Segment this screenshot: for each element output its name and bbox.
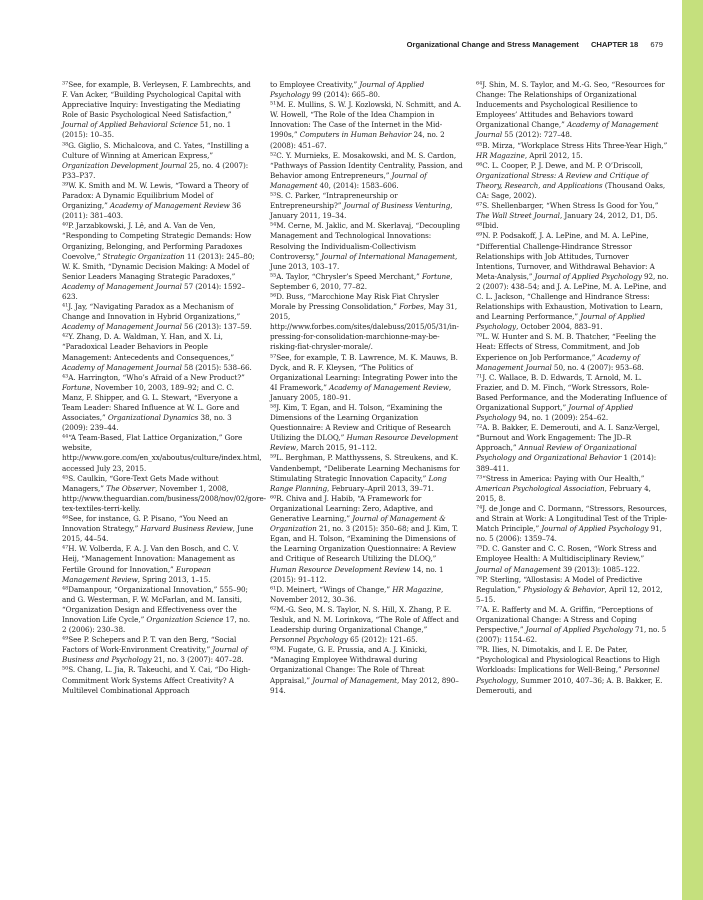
reference-entry bbox=[62, 181, 255, 221]
reference-source-title: Journal of Business Venturing bbox=[343, 201, 451, 211]
reference-entry bbox=[62, 433, 262, 473]
reference-text: , June 2013, 103–17. bbox=[270, 251, 458, 271]
reference-source-title: Journal of Applied Psychology bbox=[534, 271, 642, 281]
reference-source-title: Journal of International Management bbox=[321, 251, 455, 261]
reference-source-title: The Wall Street Journal bbox=[476, 211, 560, 221]
reference-number: 37 bbox=[62, 80, 69, 87]
reference-text: A. B. Bakker, E. Demerouti, and A. I. Sanz-Vergel, “Burnout and Work Engagement: The JD–R Approach,” bbox=[476, 423, 660, 453]
reference-number: 70 bbox=[476, 332, 483, 339]
reference-text: 71, no. 5 (2007): 1154–62. bbox=[476, 625, 667, 645]
references-column-2 bbox=[270, 80, 463, 696]
reference-source-title: Academy of Management Journal bbox=[62, 362, 182, 372]
reference-number: 39 bbox=[62, 181, 69, 188]
reference-text: 24, no. 2 (2008): 451–67. bbox=[270, 130, 445, 150]
reference-text: 94, no. 1 (2009): 254–62. bbox=[516, 413, 609, 423]
reference-text: 1 (2014): 389–411. bbox=[476, 453, 657, 473]
reference-text: D. C. Ganster and C. C. Rosen, “Work Stress and Employee Health: A Multidisciplinary Review,” bbox=[476, 544, 657, 564]
reference-source-title: Organizational Dynamics bbox=[107, 413, 199, 423]
reference-source-title: Academy of Management Journal bbox=[476, 352, 640, 372]
reference-source-title: Fortune bbox=[62, 382, 91, 392]
page-number: 679 bbox=[650, 40, 663, 49]
reference-source-title: Journal of Management bbox=[312, 675, 398, 685]
reference-text: , March 2015, 91–112. bbox=[296, 443, 378, 453]
reference-number: 53 bbox=[270, 191, 277, 198]
reference-entry bbox=[476, 231, 669, 332]
reference-entry bbox=[62, 473, 267, 514]
reference-entry bbox=[270, 191, 463, 221]
reference-source-title: Journal of Applied Psychology bbox=[476, 403, 634, 423]
reference-text: H. W. Volberda, F. A. J. Van den Bosch, and C. V. Heij, “Management Innovation: Management as Fertile Ground for Innovation,” bbox=[62, 544, 239, 574]
reference-entry bbox=[476, 201, 669, 221]
reference-text: See, for example, B. Verleysen, F. Lambrechts, and F. Van Acker, “Building Psychological Capital with Appreciative Inquiry: Investigating the Mediating Role of Basic Psychological Need Satisfaction,” bbox=[62, 80, 251, 120]
reference-number: 65 bbox=[476, 141, 483, 148]
reference-text: S. Shellenbarger, “When Stress Is Good for You,” bbox=[482, 201, 659, 211]
reference-text: A. E. Rafferty and M. A. Griffin, “Perceptions of Organizational Change: A Stress and Coping Perspective,” bbox=[476, 604, 653, 635]
reference-number: 69 bbox=[476, 231, 483, 238]
reference-number: 56 bbox=[270, 292, 277, 299]
reference-text: 56 (2013): 137–59. bbox=[181, 322, 252, 332]
reference-text: D. Meinert, “Wings of Change,” bbox=[276, 584, 393, 594]
reference-text: 21, no. 3 (2015): 350–68; and J. Kim, T. Egan, and H. Tolson, “Examining the Dimensions of the Learning Organization Questionnaire: A Review and Critique of Research Utilizing the DLOQ,” bbox=[270, 524, 458, 564]
reference-number: 72 bbox=[476, 423, 483, 430]
reference-text: M. Cerne, M. Jaklic, and M. Skerlavaj, “Decoupling Management and Technological Innovations: Resolving the Individualism-Collectivism Controversy,” bbox=[270, 221, 460, 261]
reference-text: 51, no. 1 (2015): 10–35. bbox=[62, 120, 232, 140]
reference-number: 45 bbox=[62, 474, 69, 481]
reference-source-title: Journal of Applied Psychology bbox=[476, 312, 646, 332]
reference-text: 36 (2011): 381–403. bbox=[62, 201, 242, 221]
reference-text: 40, (2014): 1583–606. bbox=[317, 180, 399, 190]
reference-text: Ibid. bbox=[482, 221, 499, 231]
reference-entry bbox=[476, 332, 669, 372]
reference-entry bbox=[476, 80, 669, 141]
reference-number: 71 bbox=[476, 373, 483, 380]
reference-source-title: Computers in Human Behavior bbox=[299, 130, 412, 140]
reference-number: 68 bbox=[476, 221, 483, 228]
reference-number: 60 bbox=[270, 494, 277, 501]
reference-source-title: American Psychological Association bbox=[476, 483, 605, 493]
reference-text: P. Jarzabkowski, J. Lê, and A. Van de Ven, “Responding to Competing Strategic Demands: How Organizing, Belonging, and Performing Paradoxes Coevolve,” bbox=[62, 221, 252, 261]
reference-source-title: Organizational Stress: A Review and Critique of Theory, Research, and Applications bbox=[476, 170, 649, 190]
reference-entry bbox=[62, 332, 255, 372]
reference-text: , November 1, 2008, http://www.theguardian.com/business/2008/nov/02/gore-tex-textiles-terri-kelly. bbox=[62, 483, 267, 513]
reference-text: W. K. Smith and M. W. Lewis, “Toward a Theory of Paradox: A Dynamic Equilibrium Model of Organizing,” bbox=[62, 180, 249, 211]
reference-text: J. C. Wallace, B. D. Edwards, T. Arnold, M. L. Frazier, and D. M. Finch, “Work Stressors, Role-Based Performance, and the Moderating Influence of Organizational Support,” bbox=[476, 372, 667, 412]
reference-text: See, for instance, G. P. Pisano, “You Need an Innovation Strategy,” bbox=[62, 514, 228, 534]
references-column-3 bbox=[476, 80, 669, 696]
reference-text: , April 12, 2012, 5–15. bbox=[476, 584, 663, 604]
reference-text: C. Y. Murnieks, E. Mosakowski, and M. S. Cardon, “Pathways of Passion Identity Centrality, Passion, and Behavior among Entrepreneurs,” bbox=[270, 150, 463, 180]
reference-source-title: Fortune bbox=[421, 271, 451, 281]
reference-text: S. Chang, L. Jia, R. Takeuchi, and Y. Cai, “Do High-Commitment Work Systems Affect Creativity? A Multilevel Combinational Approach bbox=[62, 665, 251, 695]
reference-number: 50 bbox=[62, 665, 69, 672]
reference-entry bbox=[62, 514, 255, 544]
reference-entry bbox=[270, 585, 463, 605]
reference-entry bbox=[62, 544, 255, 584]
reference-source-title: Human Resource Development Review bbox=[270, 564, 411, 574]
reference-text: 57 (2014): 1592–623. bbox=[62, 281, 246, 301]
reference-source-title: Academy of Management Review bbox=[109, 201, 230, 211]
reference-number: 74 bbox=[476, 504, 483, 511]
reference-text: L. Berghman, P. Matthyssens, S. Streukens, and K. Vandenbempt, “Deliberate Learning Mechanisms for Stimulating Strategic Innovation Capacity,” bbox=[270, 453, 460, 483]
reference-text: Y. Zhang, D. A. Waldman, Y. Han, and X. Li, “Paradoxical Leader Behaviors in People Management: Antecedents and Consequences,” bbox=[62, 332, 235, 362]
reference-text: Damanpour, “Organizational Innovation,” 555–90; and G. Westerman, F. W. McFarlan, and M. Iansiti, “Organization Design and Effectiveness over the Innovation Life Cycle,” bbox=[62, 584, 248, 624]
reference-source-title: Physiology & Behavior bbox=[523, 584, 605, 594]
reference-entry bbox=[62, 585, 255, 635]
reference-number: 63 bbox=[270, 645, 277, 652]
reference-text: P. Sterling, “Allostasis: A Model of Predictive Regulation,” bbox=[476, 574, 643, 594]
reference-source-title: Harvard Business Review bbox=[140, 524, 233, 534]
reference-text: 91, no. 5 (2006): 1359–74. bbox=[476, 524, 662, 544]
reference-entry bbox=[476, 141, 669, 161]
reference-text: See P. Schepers and P. T. van den Berg, “Social Factors of Work-Environment Creativity,” bbox=[62, 635, 237, 655]
reference-source-title: Forbes bbox=[399, 302, 424, 312]
reference-source-title: Academy of Management Journal bbox=[476, 120, 659, 140]
reference-text: 17, no. 2 (2006): 230–38. bbox=[62, 614, 250, 635]
reference-entry bbox=[62, 302, 255, 332]
reference-entry bbox=[270, 605, 463, 645]
reference-text: “A Team-Based, Flat Lattice Organization,” Gore website, http://www.gore.com/en_xx/aboutus/culture/index.html, accessed July 23, 2015. bbox=[62, 433, 262, 473]
reference-number: 77 bbox=[476, 605, 483, 612]
reference-entry bbox=[62, 221, 255, 302]
reference-entry bbox=[270, 403, 463, 453]
reference-text: 14, no. 1 (2015): 91–112. bbox=[270, 564, 444, 584]
reference-entry bbox=[270, 353, 463, 403]
reference-text: R. Chiva and J. Habib, “A Framework for Organizational Learning: Zero, Adaptive, and Generative Learning,” bbox=[270, 493, 434, 524]
reference-text: 38, no. 3 (2009): 239–44. bbox=[62, 413, 232, 433]
reference-text: C. L. Cooper, P. J. Dewe, and M. P. O’Driscoll, bbox=[482, 160, 643, 170]
reference-text: 21, no. 3 (2007): 407–28. bbox=[151, 655, 244, 665]
reference-text: See, for example, T. B. Lawrence, M. K. Mauws, B. Dyck, and R. F. Kleysen, “The Politics of Organizational Learning: Integrating Power into the 4I Framework,” bbox=[270, 352, 458, 392]
reference-entry bbox=[270, 292, 463, 353]
reference-source-title: Organization Science bbox=[146, 614, 224, 624]
reference-number: 51 bbox=[270, 100, 277, 107]
reference-text: D. Buss, “Marcchione May Risk Fiat Chrysler Morale by Pressing Consolidation,” bbox=[270, 291, 439, 312]
reference-text: , February–April 2013, 39–71. bbox=[327, 483, 434, 493]
reference-number: 67 bbox=[476, 201, 483, 208]
reference-source-title: Journal of Business and Psychology bbox=[62, 645, 248, 665]
reference-text: , January 2005, 180–91. bbox=[270, 382, 452, 402]
reference-entry bbox=[476, 544, 669, 574]
reference-text: “Stress in America: Paying with Our Health,” bbox=[482, 473, 645, 483]
reference-text: 39 (2013): 1085–122. bbox=[560, 564, 640, 574]
reference-number: 38 bbox=[62, 141, 69, 148]
reference-entry bbox=[62, 141, 255, 181]
reference-text: , February 4, 2015, 8. bbox=[476, 483, 651, 503]
reference-entry bbox=[270, 494, 463, 585]
reference-text: J. de Jonge and C. Dormann, “Stressors, Resources, and Strain at Work: A Longitudinal Test of the Triple-Match Principle,” bbox=[476, 503, 668, 534]
reference-entry bbox=[476, 474, 669, 504]
reference-source-title: Academy of Management Journal bbox=[62, 322, 182, 332]
reference-text: , September 6, 2010, 77–82. bbox=[270, 271, 453, 291]
reference-source-title: The Observer bbox=[106, 483, 155, 493]
reference-text: , April 2012, 15. bbox=[524, 150, 583, 160]
reference-entry bbox=[270, 80, 463, 100]
reference-text: , Summer 2010, 407–36; A. B. Bakker, E. Demerouti, and bbox=[476, 675, 663, 695]
reference-number: 40 bbox=[62, 221, 69, 228]
reference-source-title: HR Magazine bbox=[392, 584, 442, 594]
references-column-1 bbox=[62, 80, 267, 696]
reference-source-title: Long Range Planning bbox=[270, 473, 447, 493]
reference-text: , October 2004, 883–91. bbox=[516, 322, 603, 332]
reference-text: J. Jay, “Navigating Paradox as a Mechanism of Change and Innovation in Hybrid Organizations,” bbox=[62, 302, 241, 322]
reference-entry bbox=[476, 221, 669, 231]
reference-number: 52 bbox=[270, 151, 277, 158]
reference-entry bbox=[270, 272, 463, 292]
reference-source-title: Personnel Psychology bbox=[476, 665, 660, 685]
reference-text: 50, no. 4 (2007): 953–68. bbox=[551, 362, 644, 372]
running-header bbox=[407, 40, 663, 49]
reference-number: 44 bbox=[62, 433, 69, 440]
reference-text: 99 (2014): 665–80. bbox=[310, 90, 380, 100]
reference-text: A. Taylor, “Chrysler’s Speed Merchant,” bbox=[276, 271, 422, 281]
reference-text: S. Caulkin, “Gore-Text Gets Made without Managers,” bbox=[62, 473, 219, 493]
reference-text: S. C. Parker, “Intrapreneurship or Entrepreneurship?” bbox=[270, 191, 398, 211]
reference-number: 58 bbox=[270, 403, 277, 410]
reference-number: 64 bbox=[476, 80, 483, 87]
reference-text: A. Harrington, “Who’s Afraid of a New Product?” bbox=[68, 372, 245, 382]
reference-text: 25, no. 4 (2007): P33–P37. bbox=[62, 160, 249, 180]
reference-source-title: Journal of Management bbox=[476, 564, 561, 574]
reference-source-title: Journal of Applied Psychology bbox=[270, 80, 425, 100]
reference-source-title: Journal of Management & Organization bbox=[270, 514, 446, 534]
reference-text: J. Shin, M. S. Taylor, and M.-G. Seo, “Resources for Change: The Relationships of Organizational Inducements and Psychological Resilience to Employees’ Attitudes and Behaviors toward Organizational Change,” bbox=[476, 80, 665, 130]
reference-text: , January 24, 2012, D1, D5. bbox=[559, 211, 658, 221]
reference-text: , May 31, 2015, http://www.forbes.com/sites/dalebuss/2015/05/31/in-pressing-for-consolidation-marchionne-may-be-risking-fiat-chrysler-morale/. bbox=[270, 302, 459, 352]
reference-number: 57 bbox=[270, 353, 277, 360]
reference-entry bbox=[476, 161, 669, 201]
reference-source-title: Personnel Psychology bbox=[270, 635, 348, 645]
reference-entry bbox=[62, 635, 255, 665]
reference-number: 48 bbox=[62, 585, 69, 592]
reference-text: N. P. Podsakoff, J. A. LePine, and M. A. LePine, “Differential Challenge-Hindrance Stressor Relationships with Job Attitudes, Turnover Intentions, Turnover, and Withdrawal Behavior: A Meta-Analysis,” bbox=[476, 231, 655, 281]
reference-number: 66 bbox=[476, 161, 483, 168]
reference-text: , January 2011, 19–34. bbox=[270, 201, 453, 221]
reference-text: , May 2012, 890–914. bbox=[270, 675, 459, 695]
reference-text: 58 (2015): 538–66. bbox=[181, 362, 252, 372]
reference-text: (Thousand Oaks, CA: Sage, 2002). bbox=[476, 180, 666, 201]
reference-text: , June 2015, 44–54. bbox=[62, 524, 254, 544]
reference-number: 55 bbox=[270, 272, 277, 279]
reference-text: , November 2012, 30–36. bbox=[270, 584, 444, 604]
reference-number: 41 bbox=[62, 302, 69, 309]
chapter-label: CHAPTER 18 bbox=[590, 40, 639, 49]
reference-text: , November 10, 2003, 189–92; and C. C. Manz, F. Shipper, and G. L. Stewart, “Everyone a Team Leader: Shared Influence at W. L. Gore and Associates,” bbox=[62, 382, 240, 423]
reference-source-title: Journal of Applied Behavioral Science bbox=[62, 120, 198, 130]
reference-text: B. Mirza, “Workplace Stress Hits Three-Year High,” bbox=[482, 140, 668, 150]
reference-text: , Spring 2013, 1–15. bbox=[137, 574, 211, 584]
reference-text: M.-G. Seo, M. S. Taylor, N. S. Hill, X. Zhang, P. E. Tesluk, and N. M. Lorinkova, “The Role of Affect and Leadership during Organizational Change,” bbox=[270, 604, 459, 635]
reference-number: 43 bbox=[62, 373, 69, 380]
reference-number: 49 bbox=[62, 635, 69, 642]
reference-entry bbox=[62, 665, 255, 695]
reference-source-title: Strategic Organization bbox=[102, 251, 185, 261]
reference-text: L. W. Hunter and S. M. B. Thatcher, “Feeling the Heat: Effects of Stress, Commitment, and Job Experience on Job Performance,” bbox=[476, 332, 656, 362]
reference-number: 42 bbox=[62, 332, 69, 339]
reference-entry bbox=[476, 423, 669, 473]
reference-entry bbox=[476, 575, 669, 605]
reference-text: 92, no. 2 (2007): 438–54; and J. A. LePine, M. A. LePine, and C. L. Jackson, “Challenge and Hindrance Stress: Relationships with Exhaustion, Motivation to Learn, and Learning Performance,” bbox=[476, 271, 669, 322]
reference-source-title: European Management Review bbox=[62, 564, 211, 584]
reference-source-title: Organization Development Journal bbox=[62, 160, 187, 170]
reference-text: M. Fugate, G. E. Prussia, and A. J. Kinicki, “Managing Employee Withdrawal during Organizational Change: The Role of Threat Appraisal,” bbox=[270, 645, 428, 685]
reference-entry bbox=[270, 453, 463, 493]
reference-number: 78 bbox=[476, 645, 483, 652]
reference-number: 73 bbox=[476, 474, 483, 481]
reference-entry bbox=[476, 645, 669, 695]
reference-source-title: Journal of Applied Psychology bbox=[525, 625, 633, 635]
reference-number: 75 bbox=[476, 544, 483, 551]
reference-number: 62 bbox=[270, 605, 277, 612]
reference-source-title: Academy of Management Journal bbox=[62, 281, 182, 291]
reference-number: 54 bbox=[270, 221, 277, 228]
reference-text: to Employee Creativity,” bbox=[270, 80, 360, 89]
reference-text: R. Ilies, N. Dimotakis, and I. E. De Pater, “Psychological and Physiological Reactions to High Workloads: Implications for Well-Being,” bbox=[476, 645, 660, 675]
reference-number: 76 bbox=[476, 575, 483, 582]
reference-source-title: Journal of Applied Psychology bbox=[541, 524, 649, 534]
reference-entry bbox=[270, 645, 463, 695]
reference-source-title: Annual Review of Organizational Psychology and Organizational Behavior bbox=[476, 443, 637, 463]
reference-entry bbox=[476, 504, 669, 544]
reference-source-title: Human Resource Development Review bbox=[270, 433, 459, 453]
reference-source-title: Journal of Management bbox=[270, 170, 427, 190]
reference-entry bbox=[270, 100, 463, 150]
chapter-title: Organizational Change and Stress Management bbox=[406, 40, 579, 49]
reference-entry bbox=[476, 373, 669, 423]
reference-entry bbox=[62, 80, 255, 141]
reference-number: 46 bbox=[62, 514, 69, 521]
reference-number: 61 bbox=[270, 585, 277, 592]
reference-number: 47 bbox=[62, 544, 69, 551]
reference-text: 55 (2012): 727–48. bbox=[502, 130, 573, 140]
reference-text: 11 (2013): 245–80; W. K. Smith, “Dynamic Decision Making: A Model of Senior Leaders Managing Strategic Paradoxes,” bbox=[62, 251, 255, 281]
reference-text: M. E. Mullins, S. W. J. Kozlowski, N. Schmitt, and A. W. Howell, “The Role of the Idea Champion in Innovation: The Case of the Internet in the Mid-1990s,” bbox=[270, 100, 462, 140]
side-color-strip bbox=[682, 0, 703, 900]
reference-entry bbox=[270, 151, 463, 191]
reference-text: J. Kim, T. Egan, and H. Tolson, “Examining the Dimensions of the Learning Organization Questionnaire: A Review and Critique of Research Utilizing the DLOQ,” bbox=[270, 403, 451, 443]
reference-entry bbox=[62, 373, 255, 434]
reference-number: 59 bbox=[270, 453, 277, 460]
reference-entry bbox=[476, 605, 669, 645]
reference-text: 65 (2012): 121–65. bbox=[347, 635, 418, 645]
reference-source-title: Academy of Management Review bbox=[329, 382, 449, 392]
reference-text: G. Giglio, S. Michalcova, and C. Yates, “Instilling a Culture of Winning at American Express,” bbox=[62, 140, 249, 160]
reference-entry bbox=[270, 221, 463, 271]
reference-source-title: HR Magazine bbox=[476, 150, 525, 160]
